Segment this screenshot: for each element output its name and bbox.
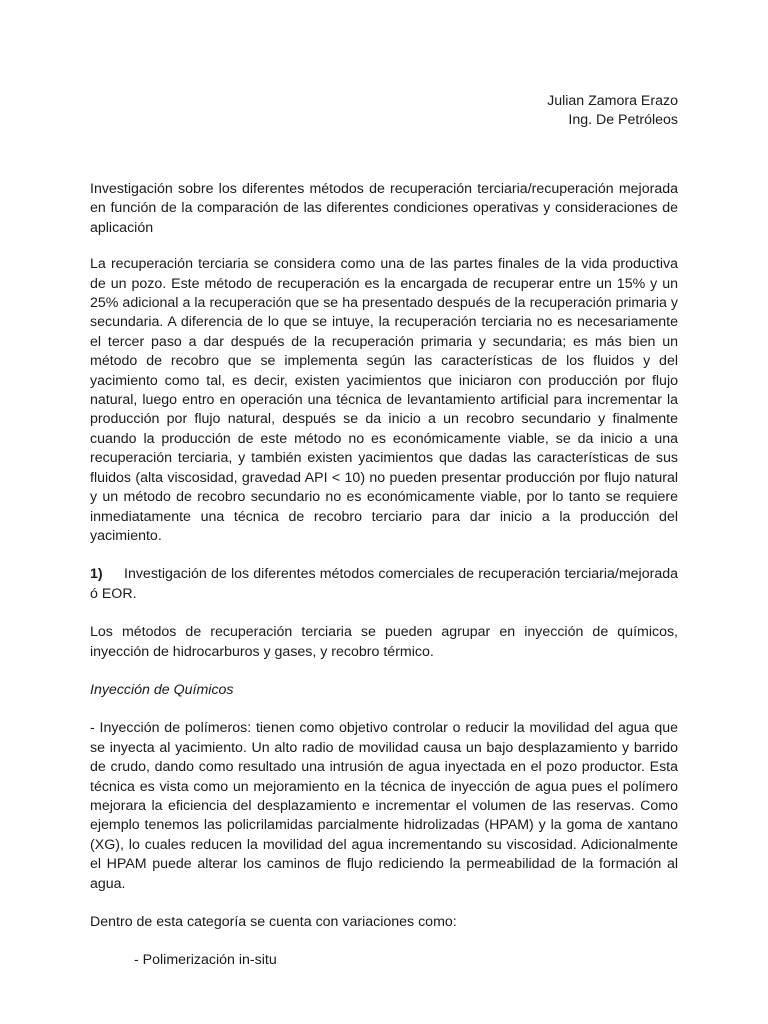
section-1-heading [90, 565, 678, 604]
document-body [90, 180, 678, 971]
variation-list-item: - Polimerización in-situ [134, 952, 277, 969]
author-name: Julian Zamora Erazo [547, 93, 678, 109]
paragraph-spacer [90, 894, 678, 913]
polymers-paragraph: - Inyección de polímeros: tienen como objetivo controlar o reducir la movilidad del agua que se inyecta al yacimiento. Un alto radio de movilidad causa un bajo desplazamiento y barrido de crudo, dando como resultado una intrusión de agua inyectada en el pozo productor. Esta técnica es vista como un mejoramiento en la técnica de inyección de agua pues el polímero mejorara la eficiencia del desplazamiento e incrementar el volumen de las reservas. Como ejemplo tenemos las policrilamidas parcialmente hidrolizadas (HPAM) y la goma de xantano (XG), lo cuales reducen la movilidad del agua incrementando su viscosidad. Adicionalmente el HPAM puede alterar los caminos de flujo rediciendo la permeabilidad de la formación al agua. [90, 720, 678, 892]
section-1-number: 1) [90, 566, 103, 583]
author-block [547, 92, 678, 131]
paragraph-spacer [90, 662, 678, 681]
intro-paragraph: La recuperación terciaria se considera como una de las partes finales de la vida productiva de un pozo. Este método de recuperación es la encargada de recuperar entre un 15% y un 25% adicional a la recuperación que se ha presentado después de la recuperación primaria y secundaria. A diferencia de lo que se intuye, la recuperación terciaria no es necesariamente el tercer paso a dar después de la recuperación primaria y secundaria; es más bien un método de recobro que se implementa según las características de los fluidos y del yacimiento como tal, es decir, existen yacimientos que iniciaron con producción por flujo natural, luego entro en operación una técnica de levantamiento artificial para incrementar la producción por flujo natural, después se da inicio a un recobro secundario y finalmente cuando la producción de este método no es económicamente viable, se da inicio a una recuperación terciaria, y también existen yacimientos que dadas las características de sus fluidos (alta viscosidad, gravedad API < 10) no pueden presentar producción por flujo natural y un método de recobro secundario no es económicamente viable, por lo tanto se requiere inmediatamente una técnica de recobro terciario para dar inicio a la producción del yacimiento. [90, 256, 678, 544]
document-heading: Investigación sobre los diferentes métodos de recuperación terciaria/recuperación mejorada en función de la comparación de las diferentes condiciones operativas y consideraciones de aplicación [90, 181, 678, 236]
paragraph-spacer [90, 604, 678, 623]
section-1-title: Investigación de los diferentes métodos comerciales de recuperación terciaria/mejorada ó EOR. [90, 566, 678, 602]
author-title: Ing. De Petróleos [568, 112, 678, 129]
variations-intro: Dentro de esta categoría se cuenta con variaciones como: [90, 914, 457, 930]
paragraph-spacer [90, 546, 678, 565]
methods-paragraph: Los métodos de recuperación terciaria se pueden agrupar en inyección de químicos, inyección de hidrocarburos y gases, y recobro térmico. [90, 624, 678, 660]
paragraph-spacer [90, 700, 678, 719]
paragraph-spacer [90, 932, 678, 951]
chemical-injection-subheading: Inyección de Químicos [90, 681, 234, 698]
